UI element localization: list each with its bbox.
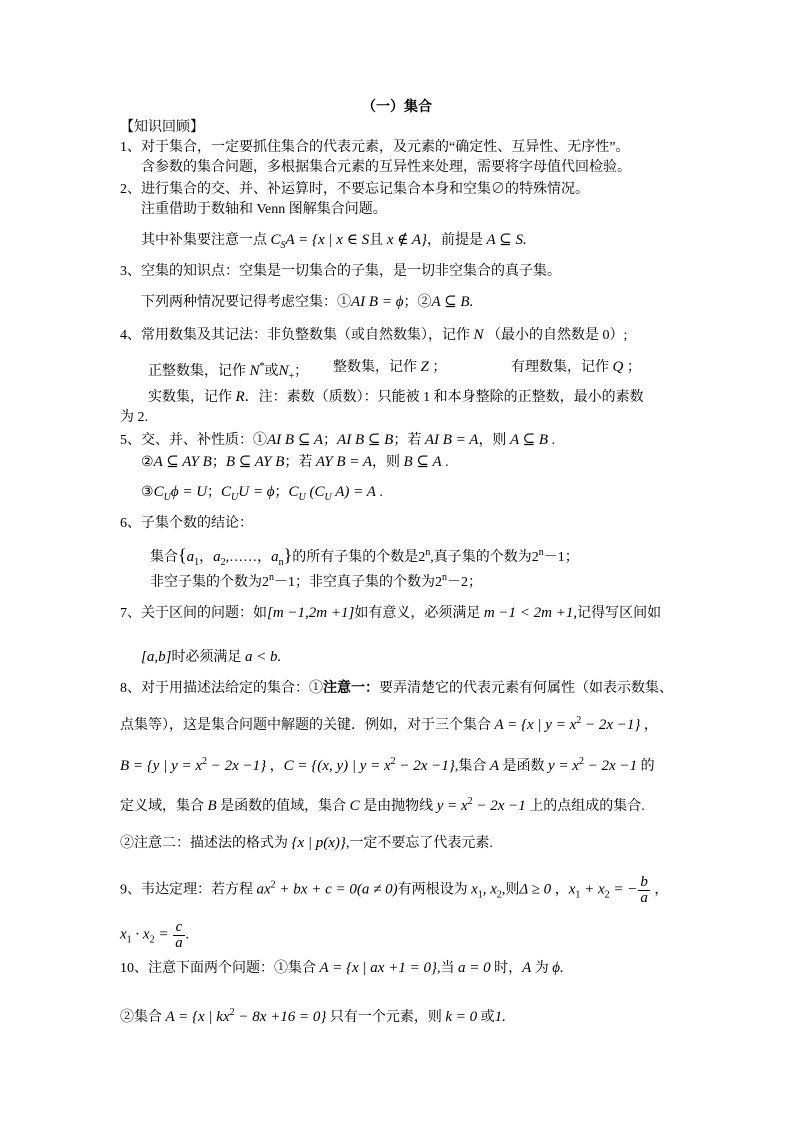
text-run: ， xyxy=(199,550,214,565)
item-6-nonempty-count xyxy=(150,568,482,593)
math-run: − 2x −1} xyxy=(207,758,267,774)
section-heading: 【知识回顾】 xyxy=(120,120,204,135)
item-2-text: 2、进行集合的交、并、补运算时，不要忘记集合本身和空集∅的特殊情况。 xyxy=(120,182,589,197)
text-run: ； xyxy=(294,364,309,379)
superscript: 2 xyxy=(270,879,276,891)
math-run: a xyxy=(271,549,279,565)
superscript: 2 xyxy=(390,756,396,767)
math-run: A ⊆ AY B xyxy=(153,454,212,470)
math-run: Δ ≥ 0 xyxy=(519,881,552,898)
math-run: x xyxy=(120,926,127,943)
math-run: A ⊆ S. xyxy=(486,232,527,248)
subscript: 2 xyxy=(149,934,155,946)
math-run: A ⊆ B xyxy=(509,432,549,448)
text-run: ②注意二：描述法的格式为 xyxy=(120,836,292,851)
math-run: N xyxy=(473,327,484,343)
math-run: AI B = A xyxy=(424,432,479,448)
item-4-text xyxy=(120,325,627,346)
math-run: y = x xyxy=(548,758,579,774)
text-run: 7、关于区间的问题：如 xyxy=(120,606,267,621)
text-run: 上的点组成的集合. xyxy=(525,799,645,814)
text-run: ， xyxy=(640,718,658,733)
text-run: 的所有子集的个数是 xyxy=(292,550,419,565)
reals-note-continued: 为 2. xyxy=(120,410,148,425)
text-run: 如有意义，必须满足 xyxy=(354,606,484,621)
math-run: U = ϕ xyxy=(238,484,275,500)
integers-note xyxy=(333,357,446,378)
math-run: N xyxy=(249,363,260,379)
text-run: ,则 xyxy=(501,882,520,898)
math-run: y = x xyxy=(436,798,468,814)
brace: } xyxy=(283,545,293,565)
text-run: ， xyxy=(266,759,284,774)
fraction-denominator: a xyxy=(640,890,648,906)
text-run: －2； xyxy=(447,575,482,590)
text-run: 9、韦达定理：若方程 xyxy=(120,882,257,898)
text-run: 定义域，集合 xyxy=(120,799,208,814)
subscript: 1 xyxy=(194,557,200,568)
text-run: 时必须满足 xyxy=(171,650,245,665)
item-8-example-sets xyxy=(120,752,655,777)
item-10-second-question xyxy=(120,1003,506,1028)
math-run: C xyxy=(153,484,164,500)
math-run: R xyxy=(235,389,245,405)
text-run: －1； xyxy=(543,550,579,565)
text-run: 非空子集的个数为 xyxy=(150,575,262,590)
superscript: 2 xyxy=(576,715,582,726)
item-1-note: 含参数的集合问题，多根据集合元素的互异性来处理，需要将字母值代回检验。 xyxy=(141,160,631,175)
math-run: N xyxy=(278,363,289,379)
item-1-text: 1、对于集合，一定要抓住集合的代表元素，及元素的“确定性、互异性、无序性”。 xyxy=(120,140,630,155)
text-run: ； xyxy=(207,485,222,500)
subscript: 1 xyxy=(126,934,132,946)
subscript: 2 xyxy=(496,889,502,901)
text-run: 其中补集要注意一点 xyxy=(141,233,271,248)
superscript: 2 xyxy=(229,1007,235,1018)
text-run: ，前提是 xyxy=(426,233,487,248)
math-run: ϕ = U xyxy=(170,484,208,500)
text-run: 或 xyxy=(477,1010,495,1025)
item-8-example-explanation xyxy=(120,792,645,817)
text-run: . xyxy=(375,485,383,500)
text-run: 或 xyxy=(264,364,279,379)
text-run: 有理数集，记作 xyxy=(511,360,613,375)
math-run: + bx + c = 0(a ≠ 0) xyxy=(275,881,398,898)
text-run: 5、交、并、补性质：① xyxy=(120,433,267,448)
superscript: 2 xyxy=(467,796,473,807)
superscript: n xyxy=(425,547,431,558)
item-5-union-rules xyxy=(141,452,449,473)
superscript: n xyxy=(538,547,544,558)
text-run: 是函数的值域，集合 xyxy=(216,799,350,814)
math-run: a < b. xyxy=(244,649,282,665)
text-run: 只有一个元素，则 xyxy=(326,1010,446,1025)
math-run: − 2x −1} xyxy=(395,758,455,774)
math-run: Z xyxy=(420,359,429,375)
text-run: 集合 xyxy=(150,550,178,565)
math-run: A = {x | y = x xyxy=(494,717,577,733)
text-run: 的 xyxy=(637,759,655,774)
math-run: − 2x −1} xyxy=(581,717,641,733)
math-run: AI B ⊆ A xyxy=(267,432,324,448)
superscript: * xyxy=(259,361,265,372)
math-run: C xyxy=(221,484,232,500)
math-run: , x xyxy=(482,881,497,898)
item-3-text: 3、空集的知识点：空集是一切集合的子集，是一切非空集合的真子集。 xyxy=(120,264,561,279)
superscript: 2 xyxy=(202,756,208,767)
item-8-example xyxy=(120,711,658,736)
text-run: ．注：素数（质数）：只能被 1 和本身整除的正整数，最小的素数 xyxy=(244,390,644,405)
subscript: 1 xyxy=(477,889,483,901)
item-9-text xyxy=(120,875,668,906)
positive-integers-note xyxy=(148,357,308,387)
superscript: 2 xyxy=(578,756,584,767)
text-run: 10、注意下面两个问题：①集合 xyxy=(120,961,320,976)
item-2-note: 注重借助于数轴和 Venn 图解集合问题。 xyxy=(141,202,387,217)
math-run: B xyxy=(207,798,217,814)
item-9-product xyxy=(120,920,189,951)
item-7-text xyxy=(120,603,661,624)
text-run: 有两根设为 xyxy=(397,882,472,898)
text-run: ,真子集的个数为 xyxy=(430,550,532,565)
superscript: n xyxy=(269,572,274,583)
text-run: ； xyxy=(623,360,641,375)
subscript: + xyxy=(288,371,295,382)
math-run: a = 0 xyxy=(457,960,491,976)
math-run: k = 0 xyxy=(445,1009,478,1025)
brace: { xyxy=(178,545,187,565)
math-run: a xyxy=(186,549,195,565)
math-run: m −1 < 2m +1, xyxy=(483,605,578,621)
item-3-note xyxy=(141,292,473,313)
text-run: . xyxy=(548,433,556,448)
math-run: = − xyxy=(609,881,638,898)
math-run: − 8x +16 = 0} xyxy=(234,1009,327,1025)
text-run: 时， xyxy=(490,961,523,976)
math-run: − 2x −1 xyxy=(472,798,526,814)
subscript: 2 xyxy=(220,557,226,568)
subscript: U xyxy=(324,492,332,503)
text-run: 2 xyxy=(262,575,269,590)
text-run: 是函数 xyxy=(499,759,548,774)
text-run: 是由抛物线 xyxy=(359,799,437,814)
math-run: C = {(x, y) | y = x xyxy=(283,758,391,774)
math-run: A xyxy=(489,758,499,774)
math-run: a xyxy=(213,549,221,565)
text-run: . xyxy=(441,455,449,470)
item-8-text xyxy=(120,679,673,699)
math-run: [a,b] xyxy=(141,649,172,665)
text-run: 2 xyxy=(531,550,539,565)
math-run: x ∉ A} xyxy=(383,232,427,248)
text-run: ，则 xyxy=(478,433,510,448)
subscript: U xyxy=(163,492,171,503)
text-run: 2 xyxy=(435,575,442,590)
math-run: A = {x | ax +1 = 0} xyxy=(319,960,437,976)
subscript: 2 xyxy=(604,889,610,901)
text-run: 2 xyxy=(418,550,426,565)
math-run: C xyxy=(288,484,299,500)
text-run: ； xyxy=(323,433,338,448)
reals-note xyxy=(148,387,644,408)
math-run: {x | p(x)} xyxy=(291,835,346,851)
text-run: ②集合 xyxy=(120,1010,166,1025)
text-run: 点集等），这是集合问题中解题的关键．例如，对于三个集合 xyxy=(120,718,495,733)
fraction-denominator: a xyxy=(175,935,183,951)
text-run: ；② xyxy=(403,295,432,310)
item-2-complement-note xyxy=(141,230,527,256)
math-run: x xyxy=(568,881,576,898)
text-run: 正整数集，记作 xyxy=(148,364,250,379)
fraction xyxy=(638,875,650,906)
math-run: . xyxy=(185,926,190,943)
math-run: − 2x −1 xyxy=(583,758,638,774)
text-run: ； xyxy=(428,360,447,375)
text-run: 整数集，记作 xyxy=(333,360,421,375)
item-5-complement-rules xyxy=(141,482,383,508)
text-run: 且 xyxy=(369,233,384,248)
math-run: B ⊆ A xyxy=(403,454,442,470)
math-run: (C xyxy=(305,484,325,500)
item-6-text: 6、子集个数的结论： xyxy=(120,516,253,531)
text-run: ② xyxy=(141,455,154,470)
fraction-numerator: c xyxy=(173,920,185,936)
text-run: 记得写区间如 xyxy=(577,606,662,621)
text-run: ， xyxy=(551,882,569,898)
math-run: [m −1,2m +1] xyxy=(267,605,355,621)
text-run: 4、常用数集及其记法：非负整数集（或自然数集），记作 xyxy=(120,328,474,343)
subscript: U xyxy=(298,492,306,503)
text-run: 要弄清楚它的代表元素有何属性（如表示数集、 xyxy=(379,681,673,696)
text-run: 8、对于用描述法给定的集合：① xyxy=(120,681,323,696)
math-run: A = {x | x ∈ S xyxy=(285,232,370,248)
text-run: ； xyxy=(211,455,226,470)
math-run: = xyxy=(154,926,173,943)
math-run: A) = A xyxy=(331,484,376,500)
subscript: S xyxy=(280,240,286,251)
math-run: B = {y | y = x xyxy=(120,758,203,774)
text-run: ,集合 xyxy=(454,759,490,774)
subscript: 1 xyxy=(575,889,581,901)
item-5-text xyxy=(120,430,555,451)
math-run: B ⊆ AY B xyxy=(225,454,285,470)
text-run: ； xyxy=(274,485,289,500)
text-run: －1；非空真子集的个数为 xyxy=(274,575,435,590)
math-run: A = {x | kx xyxy=(165,1009,230,1025)
text-run: ，则 xyxy=(372,455,404,470)
item-8-note-two xyxy=(120,833,493,854)
text-run: ③ xyxy=(141,485,154,500)
emphasis-run: 注意一： xyxy=(323,681,379,696)
text-run: ， xyxy=(650,882,669,898)
item-7-continued xyxy=(141,647,281,668)
math-run: AI B = ϕ xyxy=(351,294,404,310)
math-run: Q xyxy=(612,359,624,375)
text-run: 下列两种情况要记得考虑空集：① xyxy=(141,295,351,310)
math-run: AY B = A xyxy=(315,454,373,470)
math-run: x xyxy=(471,881,478,898)
subscript: n xyxy=(278,557,284,568)
text-run: ；若 xyxy=(393,433,425,448)
subscript: U xyxy=(231,492,239,503)
text-run: ,……， xyxy=(225,550,272,565)
text-run: （最小的自然数是 0）; xyxy=(483,328,628,343)
text-run: 实数集，记作 xyxy=(148,390,236,405)
math-run: ϕ. xyxy=(552,960,564,976)
superscript: n xyxy=(442,572,447,583)
fraction xyxy=(173,920,185,951)
math-run: ax xyxy=(256,881,271,898)
rationals-note xyxy=(511,357,641,378)
math-run: C xyxy=(270,232,281,248)
text-run: ,当 xyxy=(436,961,458,976)
text-run: ,一定不要忘了代表元素. xyxy=(345,836,493,851)
item-10-text xyxy=(120,958,564,979)
math-run: 1. xyxy=(494,1009,506,1025)
math-run: A ⊆ B. xyxy=(431,294,474,310)
text-run: ；若 xyxy=(284,455,316,470)
fraction-numerator: b xyxy=(640,874,648,890)
math-run: C xyxy=(349,798,360,814)
math-run: · x xyxy=(131,926,150,943)
math-run: A xyxy=(522,960,532,976)
math-run: AI B ⊆ B xyxy=(337,432,394,448)
page-title: （一）集合 xyxy=(362,100,432,115)
text-run: 为 xyxy=(531,961,553,976)
math-run: + x xyxy=(580,881,605,898)
